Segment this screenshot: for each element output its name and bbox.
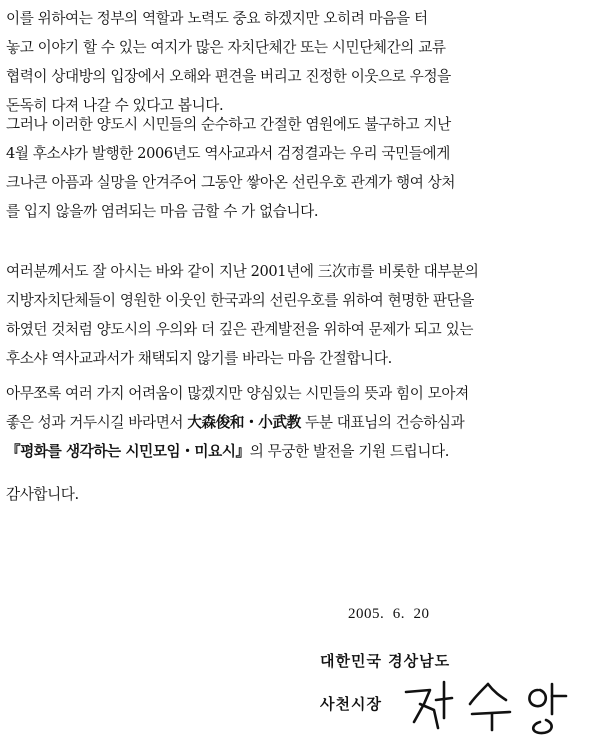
letter-date: 2005. 6. 20: [348, 606, 430, 622]
paragraph-line: 지방자치단체들이 영원한 이웃인 한국과의 선린우호를 위하여 현명한 판단을: [6, 292, 474, 309]
paragraph-line: [6, 379, 606, 408]
paragraph-closing: [6, 480, 606, 509]
signer-title: 사천시장: [320, 695, 382, 713]
paragraph-1: [6, 4, 606, 120]
organization-name: 『평화를 생각하는 시민모임・미요시』: [6, 443, 250, 460]
paragraph-line: 그러나 이러한 양도시 시민들의 순수하고 간절한 염원에도 불구하고 지난: [6, 116, 451, 133]
paragraph-line: 4월 후소샤가 발행한 2006년도 역사교과서 검정결과는 우리 국민들에게: [6, 145, 450, 162]
representative-names: 大森俊和・小武教: [187, 414, 301, 431]
paragraph-line: 후소샤 역사교과서가 채택되지 않기를 바라는 마음 간절합니다.: [6, 350, 392, 367]
paragraph-text: 아무쪼록 여러 가지 어려움이 많겠지만 양심있는 시민들의 뜻과 힘이 모아져: [6, 385, 469, 402]
paragraph-3: [6, 257, 606, 373]
paragraph-line: 하였던 것처럼 양도시의 우의와 더 깊은 관계발전을 위하여 문제가 되고 있는: [6, 321, 474, 338]
paragraph-line: [6, 437, 606, 466]
paragraph-text: 의 무궁한 발전을 기원 드립니다.: [249, 443, 449, 460]
paragraph-text: 좋은 성과 거두시길 바라면서: [6, 414, 188, 431]
handwritten-signature: [400, 670, 600, 736]
paragraph-line: 놓고 이야기 할 수 있는 여지가 많은 자치단체간 또는 시민단체간의 교류: [6, 39, 446, 56]
paragraph-line: 를 입지 않을까 염려되는 마음 금할 수 가 없습니다.: [6, 203, 319, 220]
sender-organization: 대한민국 경상남도: [320, 652, 451, 670]
paragraph-line: 돈독히 다져 나갈 수 있다고 봅니다.: [6, 97, 224, 114]
paragraph-line: [6, 408, 606, 437]
paragraph-line: 크나큰 아픔과 실망을 안겨주어 그동안 쌓아온 선린우호 관계가 행여 상처: [6, 174, 456, 191]
paragraph-4: [6, 379, 606, 466]
paragraph-line: 협력이 상대방의 입장에서 오해와 편견을 버리고 진정한 이웃으로 우정을: [6, 68, 451, 85]
paragraph-line: 이를 위하여는 정부의 역할과 노력도 중요 하겠지만 오히려 마음을 터: [6, 10, 428, 27]
paragraph-text: 두분 대표님의 건승하심과: [300, 414, 465, 431]
paragraph-line: 여러분께서도 잘 아시는 바와 같이 지난 2001년에 三次市를 비롯한 대부분의: [6, 263, 479, 280]
paragraph-line: 감사합니다.: [6, 486, 79, 503]
paragraph-2: [6, 110, 606, 226]
